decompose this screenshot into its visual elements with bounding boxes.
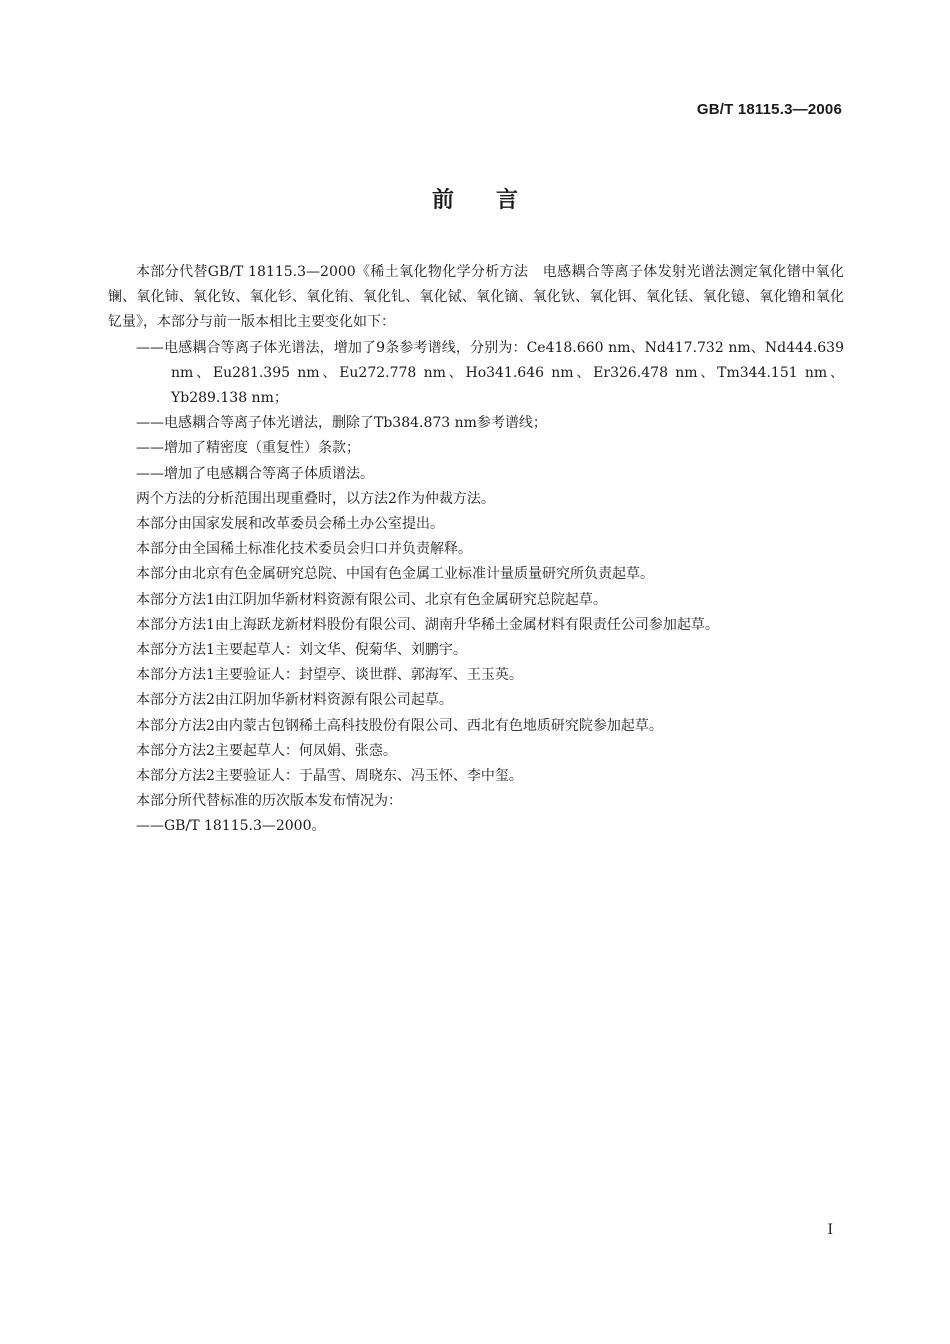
method1-participants-paragraph: 本部分方法1由上海跃龙新材料股份有限公司、湖南升华稀土金属材料有限责任公司参加起草。 (136, 616, 719, 633)
change-item-precision-clause: ——增加了精密度（重复性）条款； (136, 440, 360, 457)
page-title: 前言 (431, 188, 560, 213)
intro-paragraph: 本部分代替GB/T 18115.3—2000《稀土氧化物化学分析方法 电感耦合等离子体发射光谱法测定氧化镨中氧化镧、氧化铈、氧化钕、氧化钐、氧化铕、氧化钆、氧化铽、氧化镝、氧化钬、氧化铒、氧化铥、氧化镱、氧化镥和氧化钇量》，本部分与前一版本相比主要变化如下： (108, 264, 844, 331)
drafting-organizations-paragraph: 本部分由北京有色金属研究总院、中国有色金属工业标准计量质量研究所负责起草。 (136, 566, 654, 583)
method2-participants-paragraph: 本部分方法2由内蒙古包钢稀土高科技股份有限公司、西北有色地质研究院参加起草。 (136, 717, 663, 734)
page-number: I (827, 1222, 833, 1238)
foreword-body (108, 260, 844, 840)
proposer-paragraph: 本部分由国家发展和改革委员会稀土办公室提出。 (136, 516, 444, 533)
change-item-added-spectral-lines: ——电感耦合等离子体光谱法，增加了9条参考谱线，分别为：Ce418.660 nm、Nd417.732 nm、Nd444.639 nm、Eu281.395 nm、Eu272.778 nm、Ho341.646 nm、Er326.478 nm、Tm344.151 nm、Yb289.138 nm； (136, 339, 844, 407)
method2-verifiers-paragraph: 本部分方法2主要验证人：于晶雪、周晓东、冯玉怀、李中玺。 (136, 768, 523, 785)
method2-drafters-paragraph: 本部分方法2主要起草人：何凤娟、张悫。 (136, 742, 397, 759)
previous-version-item: ——GB/T 18115.3—2000。 (136, 818, 326, 835)
arbitration-method-paragraph: 两个方法的分析范围出现重叠时，以方法2作为仲裁方法。 (136, 490, 495, 507)
responsible-committee-paragraph: 本部分由全国稀土标准化技术委员会归口并负责解释。 (136, 541, 472, 558)
method2-drafter-org-paragraph: 本部分方法2由江阴加华新材料资源有限公司起草。 (136, 692, 453, 709)
change-item-removed-spectral-line: ——电感耦合等离子体光谱法，删除了Tb384.873 nm参考谱线； (136, 415, 547, 432)
method1-verifiers-paragraph: 本部分方法1主要验证人：封望亭、谈世群、郭海军、王玉英。 (136, 667, 523, 684)
method1-drafters-org-paragraph: 本部分方法1由江阴加华新材料资源有限公司、北京有色金属研究总院起草。 (136, 591, 607, 608)
previous-versions-paragraph: 本部分所代替标准的历次版本发布情况为： (136, 793, 402, 810)
standard-number-header: GB/T 18115.3—2006 (696, 101, 842, 118)
method1-drafters-paragraph: 本部分方法1主要起草人：刘文华、倪菊华、刘鹏宇。 (136, 642, 467, 659)
change-item-icp-ms-method: ——增加了电感耦合等离子体质谱法。 (136, 465, 374, 482)
